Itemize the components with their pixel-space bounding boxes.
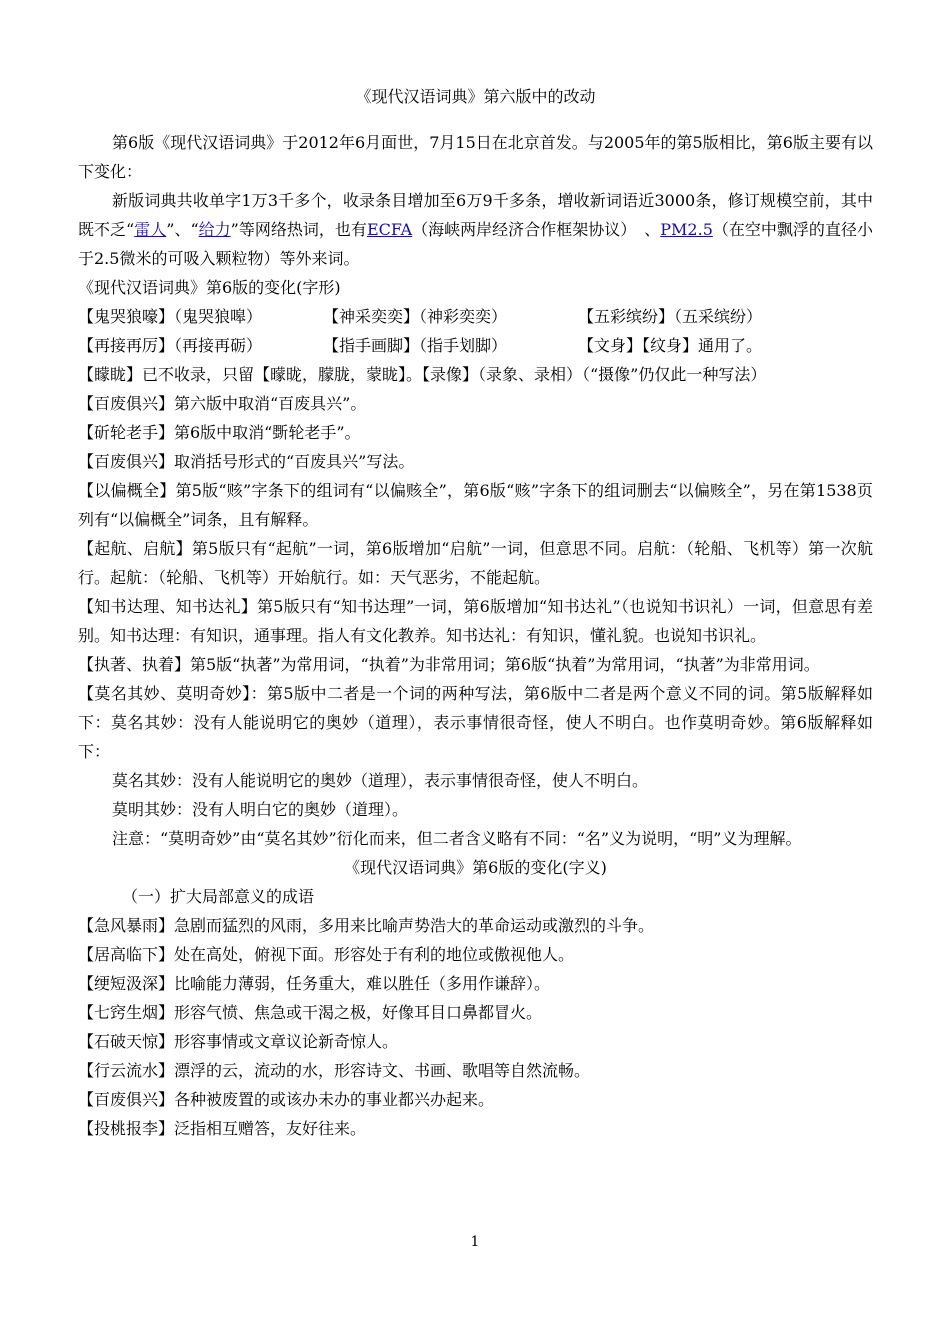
- entry-line: 【矇眬】已不收录，只留【曚昽，朦胧，蒙眬】。【录像】（录象、录相）（“摄像”仍仅此一种写法）: [78, 365, 767, 384]
- idiom-line: 【投桃报李】泛指相互赠答，友好往来。: [78, 1119, 367, 1138]
- link-geili[interactable]: 给力: [198, 220, 231, 239]
- link-leiren[interactable]: 雷人: [134, 220, 167, 239]
- entry-line: 【百废俱兴】取消括号形式的“百废具兴”写法。: [78, 452, 415, 471]
- subsection-title: （一）扩大局部意义的成语: [122, 887, 315, 906]
- definition-line: 莫明其妙：没有人明白它的奥妙（道理）。: [112, 800, 409, 819]
- variant-item: 【指手画脚】（指手划脚）: [323, 336, 508, 355]
- text-run: ”、“: [166, 220, 199, 239]
- idiom-line: 【居高临下】处在高处，俯视下面。形容处于有利的地位或傲视他人。: [78, 945, 575, 964]
- entry-line: 【起航、启航】第5版只有“起航”一词，第6版增加“启航”一词，但意思不同。启航：（轮船、飞机等）第一次航行。起航：（轮船、飞机等）开始航行。如：天气恶劣，不能起航。: [78, 539, 873, 587]
- page-number: 1: [470, 1234, 480, 1250]
- idiom-line: 【急风暴雨】急剧而猛烈的风雨，多用来比喻声势浩大的革命运动或激烈的斗争。: [78, 916, 655, 935]
- variant-row: [78, 331, 873, 360]
- idiom-line: 【石破天惊】形容事情或文章议论新奇惊人。: [78, 1032, 399, 1051]
- entry-line: 【执著、执着】第5版“执著”为常用词，“执着”为非常用词；第6版“执着”为常用词，“执著”为非常用词。: [78, 655, 820, 674]
- link-pm25[interactable]: PM2.5: [660, 220, 713, 239]
- section-title-glyph: 《现代汉语词典》第6版的变化(字形): [78, 278, 341, 297]
- variant-item: 【五彩缤纷】（五采缤纷）: [578, 307, 763, 326]
- entry-line: 【斫轮老手】第6版中取消“斲轮老手”。: [78, 423, 361, 442]
- section-title-meaning: 《现代汉语词典》第6版的变化(字义): [344, 858, 607, 877]
- variant-row: [78, 302, 873, 331]
- idiom-line: 【行云流水】漂浮的云，流动的水，形容诗文、书画、歌唱等自然流畅。: [78, 1061, 591, 1080]
- new-words-paragraph: [78, 186, 873, 273]
- text-run: （在空中飘浮的直径小于2.5微米的可吸入颗粒物）等外来词。: [78, 220, 873, 268]
- entry-line: 【百废俱兴】第六版中取消“百废具兴”。: [78, 394, 367, 413]
- document-title: 《现代汉语词典》第六版中的改动: [355, 87, 596, 106]
- idiom-line: 【绠短汲深】比喻能力薄弱，任务重大，难以胜任（多用作谦辞）。: [78, 974, 551, 993]
- entry-line: 【知书达理、知书达礼】第5版只有“知书达理”一词，第6版增加“知书达礼”（也说知书识礼）一词，但意思有差别。知书达理：有知识，通事理。指人有文化教养。知书达礼：有知识，懂礼貌。也说知书识礼。: [78, 597, 873, 645]
- entry-line: 【莫名其妙、莫明奇妙】：第5版中二者是一个词的两种写法，第6版中二者是两个意义不同的词。第5版解释如下：莫名其妙：没有人能说明它的奥妙（道理），表示事情很奇怪，使人不明白。也作莫明奇妙。第6版解释如下：: [78, 684, 873, 761]
- note-line: 注意：“莫明奇妙”由“莫名其妙”衍化而来，但二者含义略有不同：“名”义为说明，“明”义为理解。: [112, 829, 802, 848]
- link-ecfa[interactable]: ECFA: [366, 220, 413, 239]
- text-run: ”等网络热词，也有: [230, 220, 367, 239]
- variant-item: 【神采奕奕】（神彩奕奕）: [323, 307, 508, 326]
- text-run: 新版词典共收单字1万3千多个，收录条目增加至6万9千多条，增收新词语近3000条，修订规模空前，其中既不乏“: [78, 191, 873, 239]
- intro-paragraph: 第6版《现代汉语词典》于2012年6月面世，7月15日在北京首发。与2005年的第5版相比，第6版主要有以下变化：: [78, 133, 873, 181]
- entry-line: 【以偏概全】第5版“赅”字条下的组词有“以偏赅全”，第6版“赅”字条下的组词删去“以偏赅全”，另在第1538页列有“以偏概全”词条，且有解释。: [78, 481, 873, 529]
- variant-item: 【再接再厉】（再接再砺）: [78, 336, 263, 355]
- idiom-line: 【七窍生烟】形容气愤、焦急或干渴之极，好像耳目口鼻都冒火。: [78, 1003, 543, 1022]
- variant-item: 【鬼哭狼嚎】（鬼哭狼嗥）: [78, 307, 263, 326]
- document-page: [78, 82, 873, 1143]
- variant-item: 【文身】【纹身】通用了。: [578, 336, 763, 355]
- text-run: （海峡两岸经济合作框架协议） 、: [412, 220, 661, 239]
- idiom-line: 【百废俱兴】各种被废置的或该办未办的事业都兴办起来。: [78, 1090, 495, 1109]
- definition-line: 莫名其妙：没有人能说明它的奥妙（道理），表示事情很奇怪，使人不明白。: [112, 771, 649, 790]
